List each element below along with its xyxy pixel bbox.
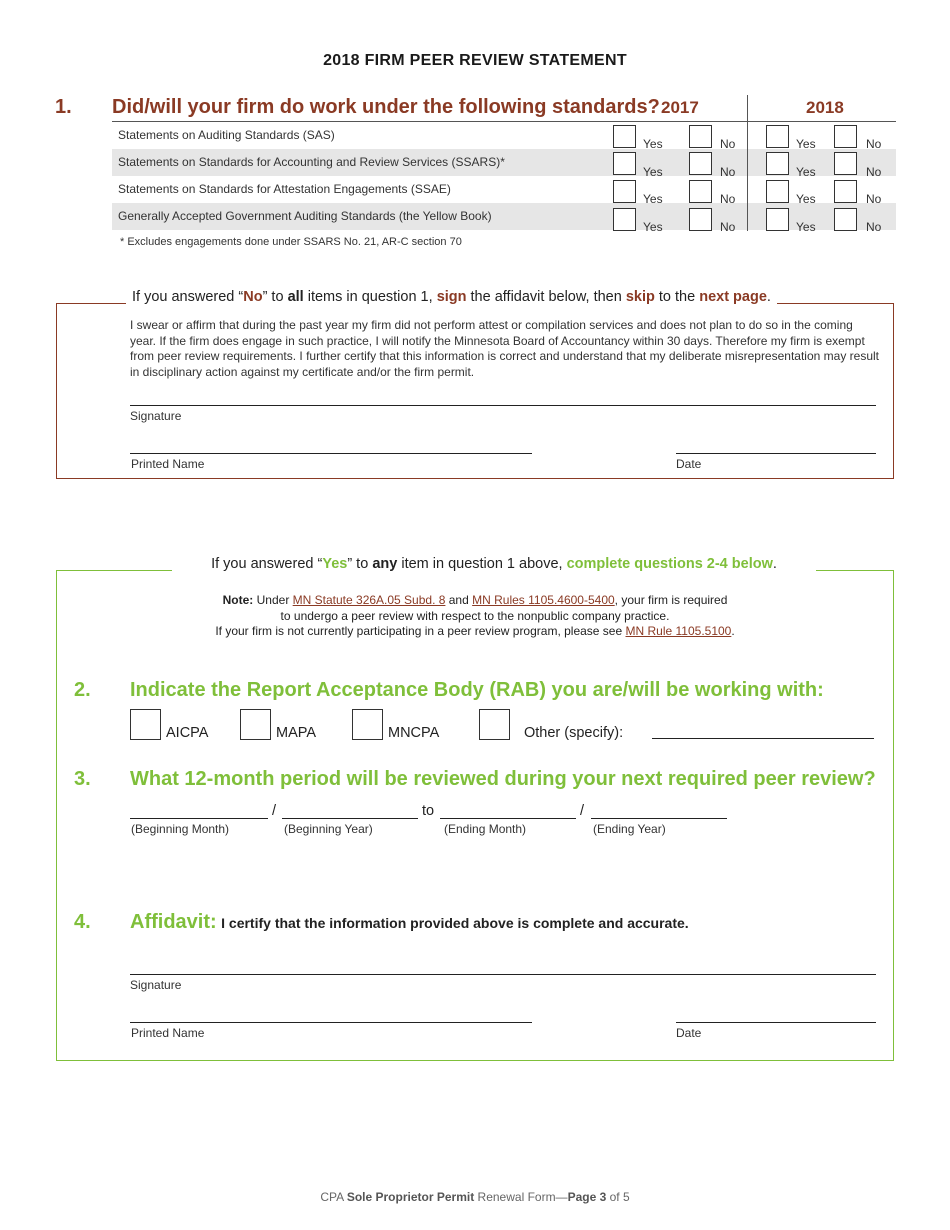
rab-other-checkbox[interactable] bbox=[479, 709, 510, 740]
ssae-2018-no-checkbox[interactable] bbox=[834, 180, 857, 203]
page-title: 2018 FIRM PEER REVIEW STATEMENT bbox=[323, 52, 627, 69]
ssars-2018-yes-checkbox[interactable] bbox=[766, 152, 789, 175]
q4-label: Affidavit: bbox=[130, 911, 217, 933]
no-label: No bbox=[720, 165, 736, 179]
ending-month-label: (Ending Month) bbox=[444, 822, 527, 836]
no-label: No bbox=[866, 220, 882, 234]
q4-text: I certify that the information provided above is complete and accurate. bbox=[221, 915, 689, 931]
ending-year-label: (Ending Year) bbox=[593, 822, 666, 836]
sas-2018-yes-checkbox[interactable] bbox=[766, 125, 789, 148]
printed-name-label: Printed Name bbox=[131, 1026, 205, 1040]
rab-mncpa-checkbox[interactable] bbox=[352, 709, 383, 740]
q1-row-label: Generally Accepted Government Auditing Standards (the Yellow Book) bbox=[118, 209, 492, 223]
q1-footnote: * Excludes engagements done under SSARS No. 21, AR-C section 70 bbox=[120, 236, 462, 248]
date-label: Date bbox=[676, 1026, 702, 1040]
no-label: No bbox=[866, 165, 882, 179]
rab-mapa-checkbox[interactable] bbox=[240, 709, 271, 740]
yes-label: Yes bbox=[643, 192, 663, 206]
yes-label: Yes bbox=[643, 137, 663, 151]
q4-printed-name-line[interactable] bbox=[130, 1022, 532, 1023]
to-label: to bbox=[422, 803, 435, 819]
no-label: No bbox=[720, 220, 736, 234]
yes-label: Yes bbox=[796, 220, 816, 234]
rab-aicpa-checkbox[interactable] bbox=[130, 709, 161, 740]
yes-answer-instructions: If you answered “Yes” to any item in question 1 above, complete questions 2-4 below. bbox=[172, 556, 816, 572]
beginning-month-line[interactable] bbox=[130, 818, 268, 819]
q2-number: 2. bbox=[74, 679, 91, 701]
q4-date-line[interactable] bbox=[676, 1022, 876, 1023]
yes-label: Yes bbox=[796, 192, 816, 206]
ssars-2017-yes-checkbox[interactable] bbox=[613, 152, 636, 175]
ssars-2018-no-checkbox[interactable] bbox=[834, 152, 857, 175]
q1-text: Did/will your firm do work under the following standards? bbox=[112, 96, 660, 118]
yes-answer-box bbox=[56, 570, 894, 1061]
q4-affidavit bbox=[130, 911, 689, 934]
beginning-month-label: (Beginning Month) bbox=[131, 822, 230, 836]
mn-rules-link[interactable]: MN Rules 1105.4600-5400 bbox=[472, 593, 615, 607]
q1-row-label: Statements on Standards for Accounting and Review Services (SSARS)* bbox=[118, 155, 505, 169]
yellow-book-2017-no-checkbox[interactable] bbox=[689, 208, 712, 231]
beginning-year-label: (Beginning Year) bbox=[284, 822, 373, 836]
ssae-2017-no-checkbox[interactable] bbox=[689, 180, 712, 203]
ssars-2017-no-checkbox[interactable] bbox=[689, 152, 712, 175]
no-label: No bbox=[720, 137, 736, 151]
sas-2018-no-checkbox[interactable] bbox=[834, 125, 857, 148]
q4-signature-line[interactable] bbox=[130, 974, 876, 975]
signature-label: Signature bbox=[130, 978, 182, 992]
mn-statute-link[interactable]: MN Statute 326A.05 Subd. 8 bbox=[292, 593, 446, 607]
no-label: No bbox=[866, 192, 882, 206]
peer-review-note: Note: Under MN Statute 326A.05 Subd. 8 and MN Rules 1105.4600-5400, your firm is required to undergo a peer review with respect to the nonpublic company practice. If your firm is not currently participating in a peer review program, please see MN Rule 1105.5100. bbox=[215, 593, 735, 638]
printed-name-label: Printed Name bbox=[131, 457, 205, 471]
yes-emphasis: Yes bbox=[322, 556, 348, 572]
exemption-printed-name-line[interactable] bbox=[130, 453, 532, 454]
rab-other-label: Other (specify): bbox=[524, 725, 624, 741]
no-answer-instructions: If you answered “No” to all items in question 1, sign the affidavit below, then skip to the next page. bbox=[126, 289, 777, 305]
q1-row-label: Statements on Auditing Standards (SAS) bbox=[118, 128, 335, 142]
yes-label: Yes bbox=[643, 220, 663, 234]
ending-month-line[interactable] bbox=[440, 818, 576, 819]
yellow-book-2017-yes-checkbox[interactable] bbox=[613, 208, 636, 231]
signature-label: Signature bbox=[130, 409, 182, 423]
year-divider bbox=[747, 95, 748, 231]
yes-label: Yes bbox=[643, 165, 663, 179]
ssae-2017-yes-checkbox[interactable] bbox=[613, 180, 636, 203]
ssae-2018-yes-checkbox[interactable] bbox=[766, 180, 789, 203]
no-label: No bbox=[720, 192, 736, 206]
rab-mapa-label: MAPA bbox=[276, 725, 317, 741]
rab-mncpa-label: MNCPA bbox=[388, 725, 440, 741]
date-label: Date bbox=[676, 457, 702, 471]
exemption-affidavit-text: I swear or affirm that during the past year my firm did not perform attest or compilation services and does not plan to do so in the coming year. If the firm does engage in such practice, I will notify the Minnesota Board of Accountancy within 30 days. Therefore my firm is exempt from peer review requirements. I further certify that this information is correct and understand that my deliberate misrepresentation may result in disciplinary action against my certificate and/or the firm permit. bbox=[130, 318, 879, 379]
page-footer: CPA Sole Proprietor Permit Renewal Form—Page 3 of 5 bbox=[320, 1190, 630, 1204]
exemption-signature-line[interactable] bbox=[130, 405, 876, 406]
ending-year-line[interactable] bbox=[591, 818, 727, 819]
sas-2017-no-checkbox[interactable] bbox=[689, 125, 712, 148]
rab-other-specify-line[interactable] bbox=[652, 738, 874, 739]
date-slash: / bbox=[580, 803, 585, 819]
year-2017-header: 2017 bbox=[661, 98, 699, 117]
sas-2017-yes-checkbox[interactable] bbox=[613, 125, 636, 148]
yellow-book-2018-yes-checkbox[interactable] bbox=[766, 208, 789, 231]
q4-number: 4. bbox=[74, 911, 91, 933]
rab-aicpa-label: AICPA bbox=[166, 725, 209, 741]
exemption-date-line[interactable] bbox=[676, 453, 876, 454]
q3-number: 3. bbox=[74, 768, 91, 790]
year-2018-header: 2018 bbox=[806, 98, 844, 117]
yellow-book-2018-no-checkbox[interactable] bbox=[834, 208, 857, 231]
yes-label: Yes bbox=[796, 165, 816, 179]
yes-label: Yes bbox=[796, 137, 816, 151]
no-emphasis: No bbox=[243, 289, 263, 305]
no-label: No bbox=[866, 137, 882, 151]
q1-number: 1. bbox=[55, 96, 72, 118]
date-slash: / bbox=[272, 803, 277, 819]
q1-row-label: Statements on Standards for Attestation Engagements (SSAE) bbox=[118, 182, 451, 196]
mn-rule-5100-link[interactable]: MN Rule 1105.5100 bbox=[625, 624, 732, 638]
q3-text: What 12-month period will be reviewed during your next required peer review? bbox=[130, 768, 876, 790]
beginning-year-line[interactable] bbox=[282, 818, 418, 819]
q2-text: Indicate the Report Acceptance Body (RAB) you are/will be working with: bbox=[130, 679, 824, 701]
